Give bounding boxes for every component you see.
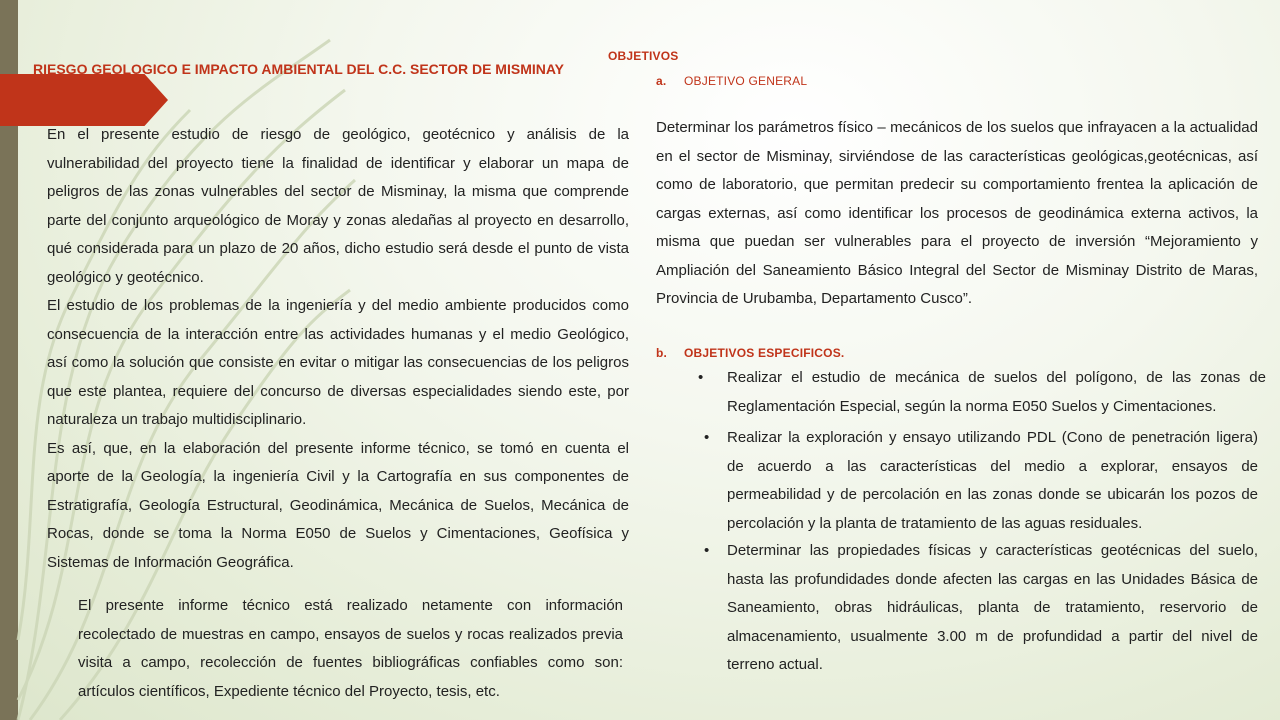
methodology-paragraph: El presente informe técnico está realizado netamente con información recolectado de muestras en campo, ensayos de suelos y rocas realizados previa visita a campo, recolección de fuentes bibliográficas confiables como son: artículos científicos, Expediente técnico del Proyecto, tesis, etc.	[78, 597, 623, 700]
intro-text	[47, 121, 629, 577]
document-title: RIESGO GEOLOGICO E IMPACTO AMBIENTAL DEL C.C. SECTOR DE MISMINAY	[33, 61, 565, 77]
especifico-item-text: Realizar el estudio de mecánica de suelos del polígono, de las zonas de Reglamentación Especial, según la norma E050 Suelos y Cimentaciones.	[727, 369, 1266, 415]
intro-paragraph-3: Es así, que, en la elaboración del presente informe técnico, se tomó en cuenta el aporte de la Geología, la ingeniería Civil y la Cartografía en sus componentes de Estratigrafía, Geología Estructural, Geodinámica, Mecánica de Suelos, Mecánica de Rocas, donde se toma la Norma E050 de Suelos y Cimentaciones, Geofísica y Sistemas de Información Geográfica.	[47, 439, 629, 571]
especifico-item-text: Realizar la exploración y ensayo utilizando PDL (Cono de penetración ligera) de acuerdo a las características del medio a explorar, ensayos de permeabilidad y de percolación en las zonas donde se ubicarán los pozos de percolación y la planta de tratamiento de las aguas residuales.	[727, 429, 1258, 532]
objetivos-heading: OBJETIVOS	[608, 49, 679, 63]
objetivos-especificos-heading	[656, 346, 844, 360]
objetivo-general-text: Determinar los parámetros físico – mecánicos de los suelos que infrayacen a la actualidad en el sector de Misminay, sirviéndose de las características geológicas,geotécnicas, así como de laboratorio, que permitan predecir su comportamiento frentea la aplicación de cargas externas, así como identificar los procesos de geodinámica externa activos, la misma que puedan ser vulnerables para el proyecto de inversión “Mejoramiento y Ampliación del Saneamiento Básico Integral del Sector de Misminay Distrito de Maras, Provincia de Urubamba, Departamento Cusco”.	[656, 119, 1258, 307]
objetivos-especificos-label: OBJETIVOS ESPECIFICOS.	[684, 346, 845, 360]
intro-paragraph-1: En el presente estudio de riesgo de geológico, geotécnico y análisis de la vulnerabilidad del proyecto tiene la finalidad de identificar y elaborar un mapa de peligros de las zonas vulnerables del sector de Misminay, la misma que comprende parte del conjunto arqueológico de Moray y zonas aledañas al proyecto en desarrollo, qué considerada para un plazo de 20 años, dicho estudio será desde el punto de vista geológico y geotécnico.	[47, 126, 629, 286]
bullet-dot: •	[704, 429, 710, 446]
objetivo-general-heading	[656, 74, 807, 88]
objetivo-general-label: OBJETIVO GENERAL	[684, 74, 808, 88]
intro-paragraph-2: El estudio de los problemas de la ingeniería y del medio ambiente producidos como consecuencia de la interacción entre las actividades humanas y el medio Geológico, así como la solución que consiste en evitar o mitigar las consecuencias de los peligros que este plantea, requiere del concurso de diversas especialidades siendo este, por naturaleza un trabajo multidisciplinario.	[47, 297, 629, 428]
especifico-item-2	[704, 424, 1258, 538]
title-banner	[0, 74, 168, 126]
bullet-dot: •	[704, 542, 710, 559]
list-marker-b: b.	[656, 346, 668, 360]
list-marker-a: a.	[656, 74, 667, 88]
bullet-dot: •	[698, 369, 704, 386]
especifico-item-text: Determinar las propiedades físicas y características geotécnicas del suelo, hasta las profundidades donde afecten las cargas en las Unidades Básica de Saneamiento, obras hidráulicas, planta de tratamiento, reservorio de almacenamiento, usualmente 3.00 m de profundidad a partir del nivel de terreno actual.	[727, 542, 1258, 673]
especifico-item-1	[698, 364, 1266, 421]
especifico-item-3	[704, 537, 1258, 680]
